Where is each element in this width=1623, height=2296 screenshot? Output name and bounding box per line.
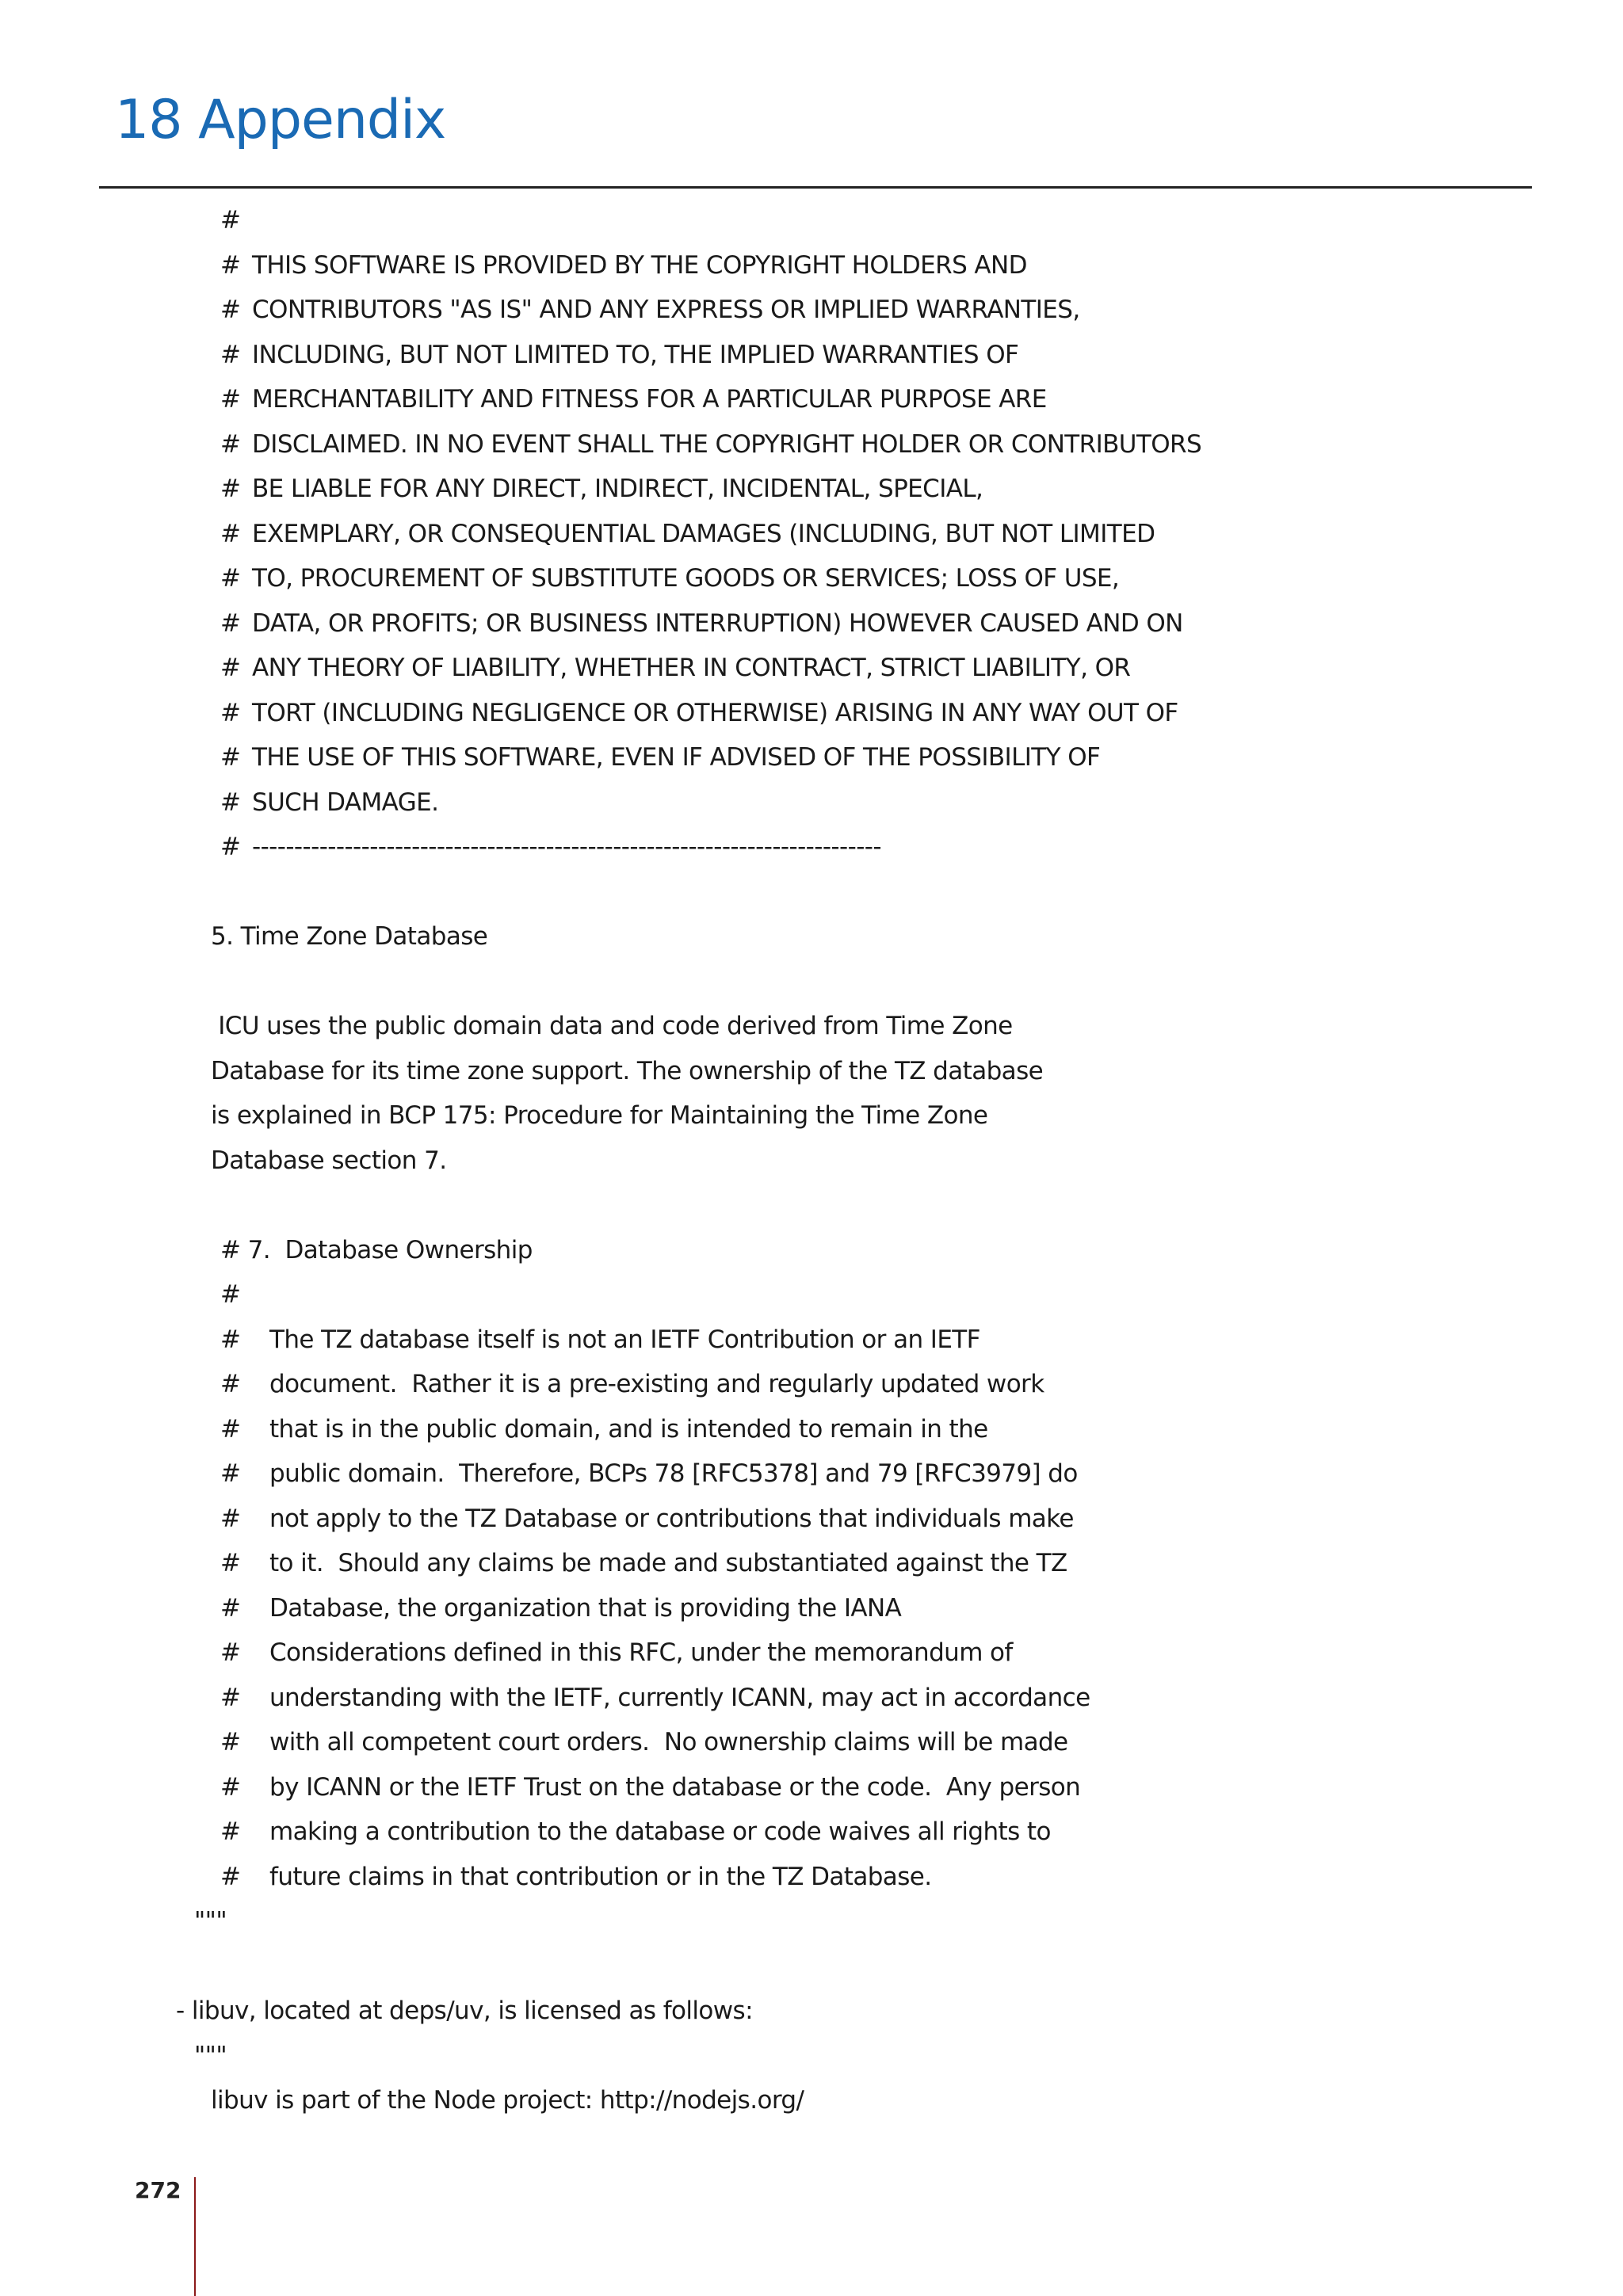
comment-hash: # xyxy=(220,1414,241,1444)
comment-hash: # xyxy=(220,519,241,548)
license-line: SUCH DAMAGE. xyxy=(252,788,439,817)
ownership-line: making a contribution to the database or code waives all rights to xyxy=(269,1817,1051,1846)
ownership-line: Database, the organization that is providing the IANA xyxy=(269,1593,902,1623)
section-heading: 5. Time Zone Database xyxy=(211,922,488,951)
ownership-heading: # 7. Database Ownership xyxy=(220,1235,533,1264)
paragraph-line: Database section 7. xyxy=(211,1146,447,1175)
comment-hash: # xyxy=(220,1280,241,1309)
chapter-title: 18 Appendix xyxy=(115,89,446,151)
paragraph-line: ICU uses the public domain data and code derived from Time Zone xyxy=(211,1012,1013,1040)
comment-hash: # xyxy=(220,1504,241,1533)
license-line: TORT (INCLUDING NEGLIGENCE OR OTHERWISE) ARISING IN ANY WAY OUT OF xyxy=(252,698,1178,727)
license-line: CONTRIBUTORS "AS IS" AND ANY EXPRESS OR IMPLIED WARRANTIES, xyxy=(252,296,1080,324)
ownership-line: future claims in that contribution or in the TZ Database. xyxy=(269,1862,932,1891)
comment-hash: # xyxy=(220,1817,241,1846)
license-line: --------------------------------------------------------------------------- xyxy=(252,833,881,861)
license-line: INCLUDING, BUT NOT LIMITED TO, THE IMPLIED WARRANTIES OF xyxy=(252,340,1019,369)
comment-hash: # xyxy=(220,698,241,727)
open-quote: """ xyxy=(194,2041,227,2070)
comment-hash: # xyxy=(220,833,241,861)
comment-hash: # xyxy=(220,1325,241,1354)
header-rule xyxy=(99,186,1532,189)
ownership-line: Considerations defined in this RFC, under the memorandum of xyxy=(269,1638,1013,1667)
libuv-line: libuv is part of the Node project: http://nodejs.org/ xyxy=(211,2086,804,2115)
license-line: DISCLAIMED. IN NO EVENT SHALL THE COPYRIGHT HOLDER OR CONTRIBUTORS xyxy=(252,429,1202,459)
paragraph-line: is explained in BCP 175: Procedure for Maintaining the Time Zone xyxy=(211,1101,988,1130)
comment-hash: # xyxy=(220,429,241,459)
comment-hash: # xyxy=(220,475,241,503)
comment-hash: # xyxy=(220,1638,241,1667)
ownership-line: public domain. Therefore, BCPs 78 [RFC5378] and 79 [RFC3979] do xyxy=(269,1459,1078,1488)
ownership-line: not apply to the TZ Database or contributions that individuals make xyxy=(269,1504,1074,1533)
comment-hash: # xyxy=(220,788,241,817)
ownership-line: document. Rather it is a pre-existing and regularly updated work xyxy=(269,1370,1044,1398)
comment-hash: # xyxy=(220,564,241,593)
comment-hash: # xyxy=(220,1772,241,1802)
comment-hash: # xyxy=(220,1728,241,1756)
page-number-rule xyxy=(194,2177,196,2296)
comment-hash: # xyxy=(220,206,241,235)
comment-hash: # xyxy=(220,250,241,280)
paragraph-line: Database for its time zone support. The ownership of the TZ database xyxy=(211,1056,1044,1085)
comment-hash: # xyxy=(220,1862,241,1891)
comment-hash: # xyxy=(220,1370,241,1398)
comment-hash: # xyxy=(220,340,241,369)
ownership-line: by ICANN or the IETF Trust on the database or the code. Any person xyxy=(269,1772,1081,1802)
license-line: BE LIABLE FOR ANY DIRECT, INDIRECT, INCIDENTAL, SPECIAL, xyxy=(252,475,983,503)
page-number: 272 xyxy=(135,2177,181,2203)
close-quote: """ xyxy=(194,1907,227,1936)
libuv-intro: - libuv, located at deps/uv, is licensed as follows: xyxy=(176,1997,753,2025)
license-line: MERCHANTABILITY AND FITNESS FOR A PARTICULAR PURPOSE ARE xyxy=(252,385,1047,414)
comment-hash: # xyxy=(220,1459,241,1488)
license-line: THIS SOFTWARE IS PROVIDED BY THE COPYRIGHT HOLDERS AND xyxy=(252,250,1027,280)
comment-hash: # xyxy=(220,385,241,414)
ownership-line: understanding with the IETF, currently ICANN, may act in accordance xyxy=(269,1683,1090,1712)
comment-hash: # xyxy=(220,608,241,638)
ownership-line: that is in the public domain, and is intended to remain in the xyxy=(269,1414,988,1444)
license-line: THE USE OF THIS SOFTWARE, EVEN IF ADVISED OF THE POSSIBILITY OF xyxy=(252,743,1101,772)
comment-hash: # xyxy=(220,743,241,772)
ownership-line: The TZ database itself is not an IETF Contribution or an IETF xyxy=(269,1325,980,1354)
license-line: DATA, OR PROFITS; OR BUSINESS INTERRUPTION) HOWEVER CAUSED AND ON xyxy=(252,608,1183,638)
license-line: TO, PROCUREMENT OF SUBSTITUTE GOODS OR SERVICES; LOSS OF USE, xyxy=(252,564,1120,593)
comment-hash: # xyxy=(220,654,241,682)
ownership-line: with all competent court orders. No ownership claims will be made xyxy=(269,1728,1068,1756)
comment-hash: # xyxy=(220,1593,241,1623)
license-line: EXEMPLARY, OR CONSEQUENTIAL DAMAGES (INCLUDING, BUT NOT LIMITED xyxy=(252,519,1155,548)
ownership-line: to it. Should any claims be made and substantiated against the TZ xyxy=(269,1549,1067,1577)
comment-hash: # xyxy=(220,296,241,324)
license-line: ANY THEORY OF LIABILITY, WHETHER IN CONTRACT, STRICT LIABILITY, OR xyxy=(252,654,1131,682)
comment-hash: # xyxy=(220,1549,241,1577)
comment-hash: # xyxy=(220,1683,241,1712)
